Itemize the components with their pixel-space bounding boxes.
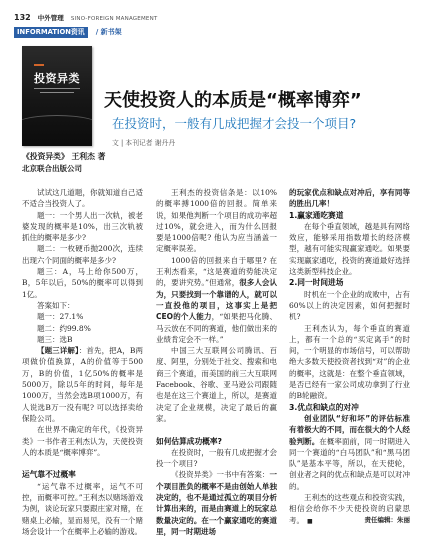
answer-3: 题三：选B xyxy=(37,334,73,344)
paragraph-continued: 的玩家优点和缺点对冲后，享有同等的胜出几率！ xyxy=(289,188,410,209)
editor-credit: 责任编辑：朱丽 xyxy=(364,515,410,524)
paragraph: 在投资时，一般有几成把握才会投一个项目? xyxy=(156,447,277,469)
paragraph-segment-bold: 很多人会认为，只要找到一个靠谱的人，就可以一直投他的项目，这事实上是把CEO的个人能力 xyxy=(156,278,277,322)
answer-detail xyxy=(22,345,143,424)
quiz-question-2: 题二：一枚硬币抛200次，连续出现六个同面的概率是多少? xyxy=(22,244,143,265)
paragraph-segment: ，“如果把马化腾、马云放在不同的赛道，他们做出来的业绩肯定会不一样。” xyxy=(156,312,277,344)
article-subtitle: 在投资时，一般有几成把握才会投一个项目? xyxy=(112,116,357,131)
text-column-1 xyxy=(22,187,143,547)
paragraph-segment: 在概率面前，同一时期进入同一个赛道的“白马团队”和“黑马团队”是基本平等，所以，在天使轮，创业者之间的优点和缺点是可以对冲的。 xyxy=(289,436,410,491)
paragraph xyxy=(156,255,277,345)
paragraph: 在世界不确定的年代，《投资异类》一书作者王利杰认为，天使投资人的本质是“概率博弈”。 xyxy=(22,425,143,457)
paragraph: 中国三大互联网公司腾讯、百度、阿里，分别处于社交、搜索和电商三个赛道，而美国的前三大互联网Facebook、谷歌、亚马逊公司跟随也是在这三个赛道上，所以，是赛道决定了企业规模，决定了最后的赢家。 xyxy=(156,346,277,423)
section-heading: 1.赢家通吃赛道 xyxy=(289,210,344,220)
quiz-question-3: 题三：A，马上给你500万，B，5年以后，50%的概率可以得到1亿。 xyxy=(22,267,143,299)
paragraph: “运气靠不过概率，运气不可控，而概率可控。”王利杰以赌场游戏为例，谈论玩家只要跟庄家对赌，在赌桌上必输，显而易见，没有一个赌场会设计一个在概率上必输的游戏。 xyxy=(22,481,143,536)
cover-wave-graphic xyxy=(22,115,92,138)
paragraph-segment-bold: 创业团队“好和坏”的评估标准有着极大的不同，而在很大的个人经验判断。 xyxy=(289,413,410,446)
section-heading: 如何估算成功概率? xyxy=(156,436,222,446)
book-publisher: 北京联合出版公司 xyxy=(22,164,82,173)
article-title: 天使投资人的本质是“概率博弈” xyxy=(104,90,362,111)
answer-detail-label: 【题三详解】 xyxy=(37,346,79,356)
cover-title: 投资异类 xyxy=(34,72,80,85)
paragraph: 时机在一个企业的成败中，占有60%以上的决定因素，如何把握时机? xyxy=(289,289,410,322)
book-cover-image xyxy=(22,46,92,146)
book-caption: 《投资异类》 王利杰 著 xyxy=(22,152,106,161)
page-number: 132 xyxy=(14,13,31,22)
section-heading: 3.优点和缺点的对冲 xyxy=(289,402,359,412)
cover-text-line xyxy=(34,88,80,89)
paragraph xyxy=(289,413,410,492)
article-byline: 文 | 本刊记者 谢丹丹 xyxy=(112,139,176,147)
paragraph: 王利杰认为，每个垂直的赛道上，都有一个总的“买定离手”的时间，一个明显的市场信号，可以帮助绝大多数天使投资者找到“对”的企业的概率，这就是：在整个垂直领域，是否已经有一家公司成功拿到了行业的B轮融资。 xyxy=(289,323,410,401)
quiz-question-1: 题一：一个男人出一次轨，被老婆发现的概率是10%，出三次轨被抓住的概率是多少? xyxy=(22,210,143,243)
paragraph: 在每个垂直领域，越是具有网络效应，能够采用指数增长的经济模型，越有可能实现赢家通吃。如果要实现赢家通吃，投资的赛道最好选择这类新型科技企业。 xyxy=(289,221,410,277)
section-label xyxy=(14,19,122,38)
section-subtitle: / 新书架 xyxy=(95,28,122,36)
paragraph-segment-bold: 一个项目胜负的概率不是由创始人单独决定的，也不是通过孤立的项目分析计算出来的，而是由赛道上的玩家总数量决定的。在一个赢家通吃的赛道里，同一时期进场 xyxy=(156,470,277,536)
cover-accent-bar xyxy=(34,64,44,66)
cover-text-line xyxy=(40,92,74,93)
text-column-2 xyxy=(156,187,277,547)
answer-2: 题二：约99.8% xyxy=(37,323,91,333)
magazine-name-cn: 中外管理 xyxy=(37,14,64,22)
section-tag: INFORMATION资讯 xyxy=(14,27,88,38)
answers-label: 答案如下： xyxy=(37,300,75,310)
paragraph-segment: 1000倍的回报来自于哪里? 在王利杰看来，“这是赛道的势能决定的，要讲究势。”但通常， xyxy=(156,255,277,288)
end-square-icon: ■ xyxy=(307,517,313,525)
paragraph: 试试这几道题，你就知道自己适不适合当投资人了。 xyxy=(22,188,143,209)
paragraph xyxy=(156,469,277,537)
section-heading: 运气靠不过概率 xyxy=(22,470,76,480)
answer-detail-text: ：首先，把A，B两项做价值换算，A的价值等于500万，B的价值，1亿50%的概率是5000万，除以5年的时间，每年是1000万，当然会选B项1000万，有人说选B万一没有呢? 可以选择卖给保险公司。 xyxy=(22,346,143,423)
magazine-name-en: SINO-FOREIGN MANAGEMENT xyxy=(70,16,158,22)
paragraph: 王利杰的投资信条是：以10%的概率搏1000倍的回报。简单来说，如果他判断一个项目的成功率超过10%，就会进入，而为什么回报要是1000倍呢? 他认为应当涵盖一定概率误差。 xyxy=(156,188,277,254)
paragraph-segment: 《投资异类》一书中有答案： xyxy=(171,470,270,480)
text-column-3 xyxy=(289,187,410,547)
answer-1: 题一：27.1% xyxy=(37,312,84,322)
section-heading: 2.同一时间进场 xyxy=(289,278,344,288)
paragraph-segment: 王利杰的这些观点和投资实践，相信会给你不少天使投资的启蒙思考。 xyxy=(289,493,410,525)
closing-paragraph xyxy=(289,492,410,527)
